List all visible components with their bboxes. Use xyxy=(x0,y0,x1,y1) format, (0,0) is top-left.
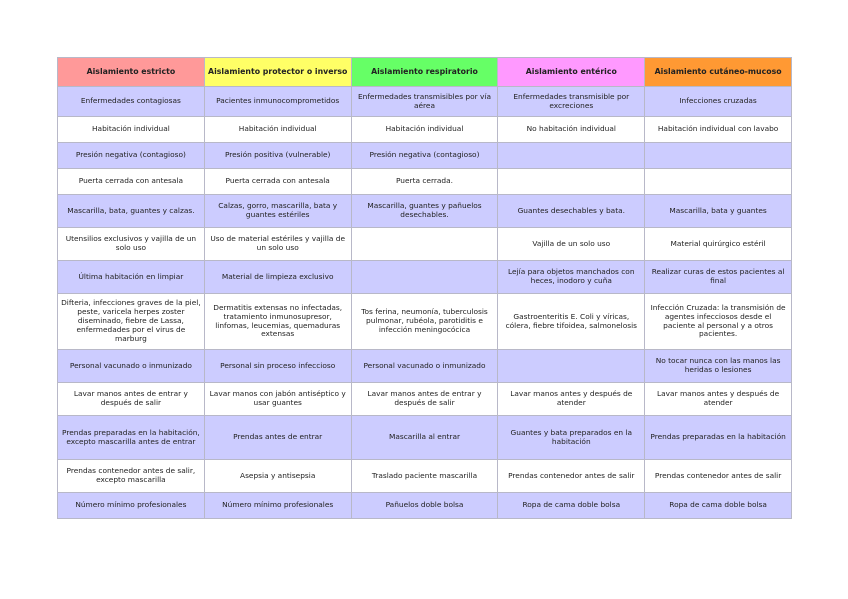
table-cell: Prendas antes de entrar xyxy=(204,416,351,460)
table-row xyxy=(58,416,792,460)
column-header: Aislamiento respiratorio xyxy=(351,58,498,87)
column-header: Aislamiento protector o inverso xyxy=(204,58,351,87)
table-cell: Calzas, gorro, mascarilla, bata y guantes estériles xyxy=(204,195,351,228)
table-cell: Tos ferina, neumonía, tuberculosis pulmonar, rubéola, parotiditis e infección meningocócica xyxy=(351,294,498,350)
table-cell: Lavar manos antes y después de atender xyxy=(498,383,645,416)
table-cell xyxy=(645,169,792,195)
table-cell: Prendas contenedor antes de salir, excepto mascarilla xyxy=(58,460,205,493)
table-cell: Lavar manos con jabón antiséptico y usar guantes xyxy=(204,383,351,416)
table-cell: Lavar manos antes de entrar y después de salir xyxy=(58,383,205,416)
table-cell: Mascarilla, bata y guantes xyxy=(645,195,792,228)
table-cell: Habitación individual xyxy=(351,117,498,143)
table-cell: No habitación individual xyxy=(498,117,645,143)
table-cell: Enfermedades contagiosas xyxy=(58,87,205,117)
table-cell: Puerta cerrada con antesala xyxy=(58,169,205,195)
table-cell: Enfermedades transmisible por excreciones xyxy=(498,87,645,117)
table-cell: Prendas preparadas en la habitación, excepto mascarilla antes de entrar xyxy=(58,416,205,460)
table-row xyxy=(58,195,792,228)
table-row xyxy=(58,143,792,169)
table-cell: Ropa de cama doble bolsa xyxy=(645,493,792,519)
table-cell: Traslado paciente mascarilla xyxy=(351,460,498,493)
table-cell: Infección Cruzada: la transmisión de agentes infecciosos desde el paciente al personal y a otros pacientes. xyxy=(645,294,792,350)
table-cell: Prendas contenedor antes de salir xyxy=(645,460,792,493)
table-cell: No tocar nunca con las manos las heridas o lesiones xyxy=(645,350,792,383)
table-cell: Prendas preparadas en la habitación xyxy=(645,416,792,460)
table-row xyxy=(58,87,792,117)
table-cell: Personal vacunado o inmunizado xyxy=(58,350,205,383)
table-cell: Número mínimo profesionales xyxy=(204,493,351,519)
table-cell xyxy=(645,143,792,169)
table-cell: Dermatitis extensas no infectadas, tratamiento inmunosupresor, linfomas, leucemias, quemaduras extensas xyxy=(204,294,351,350)
table-row xyxy=(58,169,792,195)
table-cell: Habitación individual xyxy=(204,117,351,143)
column-header: Aislamiento cutáneo-mucoso xyxy=(645,58,792,87)
column-header: Aislamiento entérico xyxy=(498,58,645,87)
table-cell: Utensilios exclusivos y vajilla de un solo uso xyxy=(58,228,205,261)
table-cell: Material quirúrgico estéril xyxy=(645,228,792,261)
table-row xyxy=(58,460,792,493)
table-cell: Mascarilla al entrar xyxy=(351,416,498,460)
table-cell: Lavar manos antes de entrar y después de salir xyxy=(351,383,498,416)
table-cell: Enfermedades transmisibles por vía aérea xyxy=(351,87,498,117)
table-cell: Presión positiva (vulnerable) xyxy=(204,143,351,169)
table-cell: Pacientes inmunocomprometidos xyxy=(204,87,351,117)
table-cell: Infecciones cruzadas xyxy=(645,87,792,117)
table-cell: Puerta cerrada. xyxy=(351,169,498,195)
table-cell: Habitación individual xyxy=(58,117,205,143)
table-row xyxy=(58,493,792,519)
table-cell: Última habitación en limpiar xyxy=(58,261,205,294)
header-row xyxy=(58,58,792,87)
column-header: Aislamiento estricto xyxy=(58,58,205,87)
table-cell xyxy=(498,143,645,169)
table-cell: Difteria, infecciones graves de la piel, peste, varicela herpes zoster diseminado, fiebre de Lassa, enfermedades por el virus de marburg xyxy=(58,294,205,350)
table-cell: Personal sin proceso infeccioso xyxy=(204,350,351,383)
table-cell: Habitación individual con lavabo xyxy=(645,117,792,143)
table-cell: Mascarilla, guantes y pañuelos desechables. xyxy=(351,195,498,228)
table-body xyxy=(58,87,792,519)
table-cell: Material de limpieza exclusivo xyxy=(204,261,351,294)
table-cell: Puerta cerrada con antesala xyxy=(204,169,351,195)
table-cell: Asepsia y antisepsia xyxy=(204,460,351,493)
table-cell: Guantes y bata preparados en la habitación xyxy=(498,416,645,460)
table-cell: Vajilla de un solo uso xyxy=(498,228,645,261)
table-cell: Número mínimo profesionales xyxy=(58,493,205,519)
table-cell xyxy=(351,228,498,261)
table-cell: Presión negativa (contagioso) xyxy=(351,143,498,169)
table-cell: Lavar manos antes y después de atender xyxy=(645,383,792,416)
table-cell: Prendas contenedor antes de salir xyxy=(498,460,645,493)
isolation-table xyxy=(57,57,792,519)
table-cell: Mascarilla, bata, guantes y calzas. xyxy=(58,195,205,228)
table-cell: Personal vacunado o inmunizado xyxy=(351,350,498,383)
table-row xyxy=(58,350,792,383)
table-cell: Pañuelos doble bolsa xyxy=(351,493,498,519)
table-row xyxy=(58,383,792,416)
table-cell: Uso de material estériles y vajilla de un solo uso xyxy=(204,228,351,261)
table-row xyxy=(58,294,792,350)
table-row xyxy=(58,261,792,294)
table-cell: Gastroenteritis E. Coli y víricas, cólera, fiebre tifoidea, salmonelosis xyxy=(498,294,645,350)
table-row xyxy=(58,228,792,261)
table-cell: Lejía para objetos manchados con heces, inodoro y cuña xyxy=(498,261,645,294)
table-row xyxy=(58,117,792,143)
table-cell xyxy=(498,169,645,195)
table-cell: Realizar curas de estos pacientes al final xyxy=(645,261,792,294)
table-cell: Ropa de cama doble bolsa xyxy=(498,493,645,519)
table-cell: Presión negativa (contagioso) xyxy=(58,143,205,169)
table-cell: Guantes desechables y bata. xyxy=(498,195,645,228)
table-cell xyxy=(351,261,498,294)
table-cell xyxy=(498,350,645,383)
